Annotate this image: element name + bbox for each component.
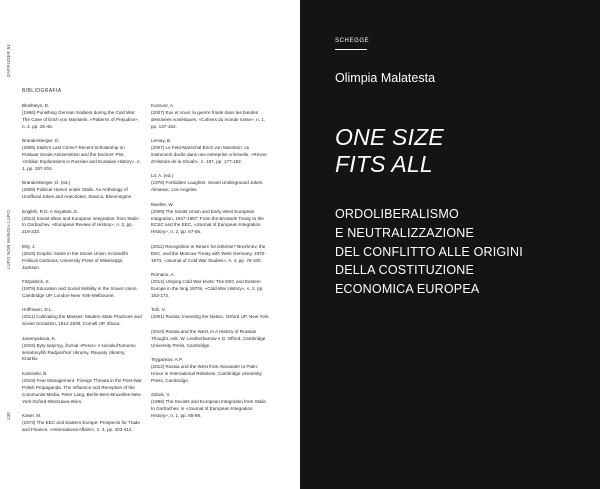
title-line: FITS ALL: [335, 151, 433, 177]
bib-author: Mueller, W.: [151, 201, 174, 207]
bibliography-heading: BIBLIOGRAFIA: [22, 88, 62, 94]
bib-text: (2007) Eux et nous: la guerre froide dans les bandes dessinées soviétiques, «Cahiers du monde russe», n. 1, pp. 137-152.: [151, 109, 266, 129]
bib-text: (2007) Le Feld-Maréchal Erich von Manstein: un instrument docile dans une entreprise criminelle, «Revue d'Histoire de la Shoah», n. 187, pp. 177-192.: [151, 145, 267, 164]
bib-entry: [22, 307, 142, 328]
book-title: [335, 124, 444, 178]
bib-author: Tsygankov, A.P.: [151, 357, 183, 363]
bib-text: (2005) Stalin's Last Crime? Recent Scholarship on Postwar Soviet Antisemitism and the Doctors' Plot, «Kritika: Explorations in Russian and Eurasian History», n. 1, pp. 187-204.: [22, 145, 141, 171]
series-label: SCHEGGE: [335, 38, 370, 44]
bib-author: Hoffmann, D.L.: [22, 307, 53, 313]
bib-author: Kozovoï, A.: [151, 103, 175, 108]
bib-entry: [151, 307, 271, 321]
bib-author: Zubok, V.: [151, 392, 171, 398]
bib-text: (2009) The Soviet Union and Early West European Integration, 1947-1957: From the Brussels Treaty to the ECSC and the EEC, «Journal of European Integration History», n. 2, pp. 67-85.: [151, 208, 264, 235]
page-number: 130: [6, 412, 11, 421]
subtitle-line: ORDOLIBERALISMO: [335, 207, 459, 221]
bib-text: (1976) Forbidden Laughter. Soviet Underground Jokes, Almanac, Los Angeles.: [151, 180, 264, 193]
bib-text: (2012) Russia and the West from Alexander to Putin: Honor in International Relations, Cambridge University Press, Cambridge.: [151, 364, 262, 383]
bibliography-column-1: [22, 103, 142, 441]
bib-text: (2016) Byty satyrnyj. Žurnal «Perec» v sociokul'turnomu seredovyšči Radjans'koï Ukraïny, Ravyaty Ukraïny, Kharkiv.: [22, 342, 136, 362]
side-rail: [6, 40, 14, 460]
bib-author: Brandenberger, D. (ed.): [22, 180, 71, 186]
book-subtitle: [335, 205, 523, 299]
bib-entry: [151, 244, 271, 265]
subtitle-line: DEL CONFLITTO ALLE ORIGINI: [335, 244, 523, 259]
bib-author: Tolz, V.: [151, 307, 166, 313]
bib-entry: [22, 413, 142, 434]
subtitle-line: ECONOMICA EUROPEA: [335, 282, 480, 297]
bib-text: (2001) Russia: Inventing the Nation, Oxford UP, New York.: [151, 314, 270, 320]
subtitle-line: DELLA COSTITUZIONE: [335, 263, 475, 278]
bib-text: (1996) Punishing German Soldiers during the Cold War: The Case of Erich von Manstein, «Patterns of Prejudice», n. 4, pp. 25-45.: [22, 109, 139, 129]
bib-entry: [22, 371, 142, 406]
bib-entry: [22, 138, 142, 173]
bib-entry: [151, 272, 271, 300]
author-name: Olimpia Malatesta: [335, 71, 436, 85]
section-label: LUPO NON MANGIA LUPO: [6, 210, 11, 270]
bib-text: (1996) The Soviets and European Integration from Stalin to Gorbachev, in «Journal of European Integration History», n. 1, pp. 85-98.: [151, 399, 267, 419]
cover-page: [300, 0, 600, 489]
bib-entry: [151, 103, 271, 131]
bib-entry: [22, 336, 142, 364]
bib-author: Fitzpatrick, S.: [22, 279, 50, 285]
bib-entry: [22, 180, 142, 201]
bib-author: Bloshteyn, D.: [22, 103, 50, 108]
bib-author: Lemay, B.: [151, 138, 172, 144]
bib-author: English, R.D. e Svyatets, E.: [22, 208, 79, 214]
bib-entry: [22, 103, 142, 131]
bib-entry: [22, 244, 142, 272]
subtitle-line: E NEUTRALIZZAZIONE: [335, 225, 475, 240]
bib-entry: [151, 173, 271, 194]
bib-text: (2019) Graphic Satire in the Soviet Union. Krokodil's Political Cartoons, University Press of Mississippi, Jackson.: [22, 250, 129, 270]
bib-entry: [151, 357, 271, 385]
bib-text: (2014) Untying Cold War knots: The EEC and Eastern Europe in the long 1970s, «Cold War History», n. 2, pp. 153-173.: [151, 279, 264, 298]
bib-entry: [151, 138, 271, 166]
bibliography-column-2: [151, 103, 271, 428]
bib-text: (2010) Russia and the West, in A History of Russian Thought, eds. W. Leatherbarrow e D. Offord, Cambridge University Press, Cambridge.: [151, 328, 266, 348]
bib-entry: [22, 209, 142, 237]
journal-label: ZAPRUDER 61: [6, 44, 11, 77]
bib-author: Kaser, M.: [22, 413, 42, 419]
bib-author: Jaremyakova, K.: [22, 335, 57, 341]
bib-text: (2019) Fear Management. Foreign Threats in the Post-War Polish Propaganda. The Influence and Reception of the Communist Media, Peter Lang, Berlin-Bern-Bruxelles-New York-Oxford-Warszawa-Wien.: [22, 377, 142, 404]
bib-author: Lit, A. (ed.): [151, 173, 174, 179]
bib-entry: [151, 392, 271, 420]
bib-entry: [22, 279, 142, 300]
bib-text: (2011) Cultivating the Masses: Modern State Practices and Soviet Socialism, 1914-1939, Cornell UP, Ithaca.: [22, 314, 142, 327]
bib-author: Romano, A.: [151, 272, 176, 278]
bib-text: (2011) Recognition in Return for Détente? Brezhnev, the EEC, and the Moscow Treaty with West Germany, 1970-1973, «Journal of Cold War Studies», n. 4, pp. 79-100.: [151, 243, 266, 263]
bib-author: Kaminski, B.: [22, 370, 48, 376]
bib-text: (1973) The EEC and Eastern Europe: Prospects for Trade and Finance, «International Affairs», n. 3, pp. 402-412.: [22, 419, 140, 432]
bib-entry: [151, 202, 271, 237]
series-divider: [335, 49, 367, 50]
bib-text: (2009) Political Humor under Stalin. An Anthology of Unofficial Jokes and Anecdotes, Slavica, Bloomington.: [22, 187, 133, 200]
bib-text: (2014) Soviet elites and European integration: from Stalin to Gorbachev, «European Review of History», n. 2, pp. 219-233.: [22, 215, 139, 235]
bib-entry: [151, 329, 271, 350]
bib-author: Etty, J.: [22, 243, 36, 249]
bib-text: (1979) Education and Social Mobility in the Soviet Union, Cambridge UP, London-New York-Melbourne.: [22, 286, 138, 298]
bib-author: Brandenberger, D.: [22, 138, 60, 144]
title-line: ONE SIZE: [335, 124, 444, 150]
